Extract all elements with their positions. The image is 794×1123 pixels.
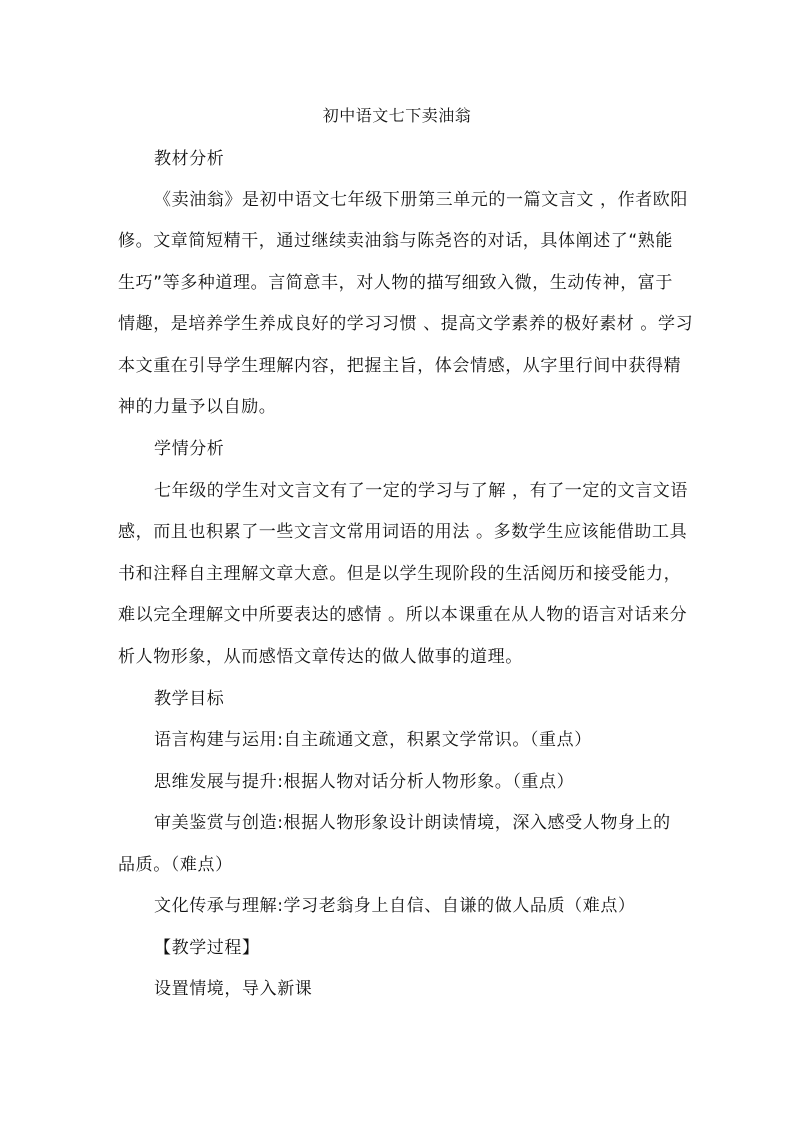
paragraph-line: 书和注释自主理解文章大意。但是以学生现阶段的生活阅历和接受能力， xyxy=(118,564,682,584)
section-heading-textbook-analysis: 教材分析 xyxy=(154,149,225,169)
paragraph-line: 感，而且也积累了一些文言文常用词语的用法 。多数学生应该能借助工具 xyxy=(118,522,688,542)
goal-item: 语言构建与运用:自主疏通文意，积累文学常识。（重点） xyxy=(154,730,592,750)
goal-item: 思维发展与提升:根据人物对话分析人物形象。（重点） xyxy=(154,772,575,792)
section-heading-student-analysis: 学情分析 xyxy=(154,439,225,459)
goal-item: 审美鉴赏与创造:根据人物形象设计朗读情境，深入感受人物身上的 xyxy=(154,813,671,833)
paragraph-line: 《卖油翁》是初中语文七年级下册第三单元的一篇文言文 ，作者欧阳 xyxy=(154,190,689,210)
paragraph-line: 情趣，是培养学生养成良好的学习习惯 、提高文学素养的极好素材 。学习 xyxy=(118,314,694,334)
paragraph-line: 难以完全理解文中所要表达的感情 。所以本课重在从人物的语言对话来分 xyxy=(118,605,688,625)
paragraph-line: 生巧”等多种道理。言简意丰，对人物的描写细致入微，生动传神，富于 xyxy=(118,273,674,293)
paragraph-line: 七年级的学生对文言文有了一定的学习与了解 ，有了一定的文言文语 xyxy=(154,481,689,501)
paragraph-line: 神的力量予以自励。 xyxy=(118,397,277,417)
document-title: 初中语文七下卖油翁 xyxy=(322,106,472,125)
paragraph-line: 析人物形象，从而感悟文章传达的做人做事的道理。 xyxy=(118,647,523,667)
goal-item-continuation: 品质。（难点） xyxy=(118,855,233,875)
section-heading-teaching-goals: 教学目标 xyxy=(154,689,225,709)
paragraph-line: 修。文章简短精干，通过继续卖油翁与陈尧咨的对话，具体阐述了“熟能 xyxy=(118,231,674,251)
paragraph-line: 本文重在引导学生理解内容，把握主旨，体会情感，从字里行间中获得精 xyxy=(118,356,682,376)
process-step: 设置情境，导入新课 xyxy=(154,979,313,999)
goal-item: 文化传承与理解:学习老翁身上自信、自谦的做人品质（难点） xyxy=(154,896,636,916)
teaching-process-heading: 【教学过程】 xyxy=(154,938,260,958)
